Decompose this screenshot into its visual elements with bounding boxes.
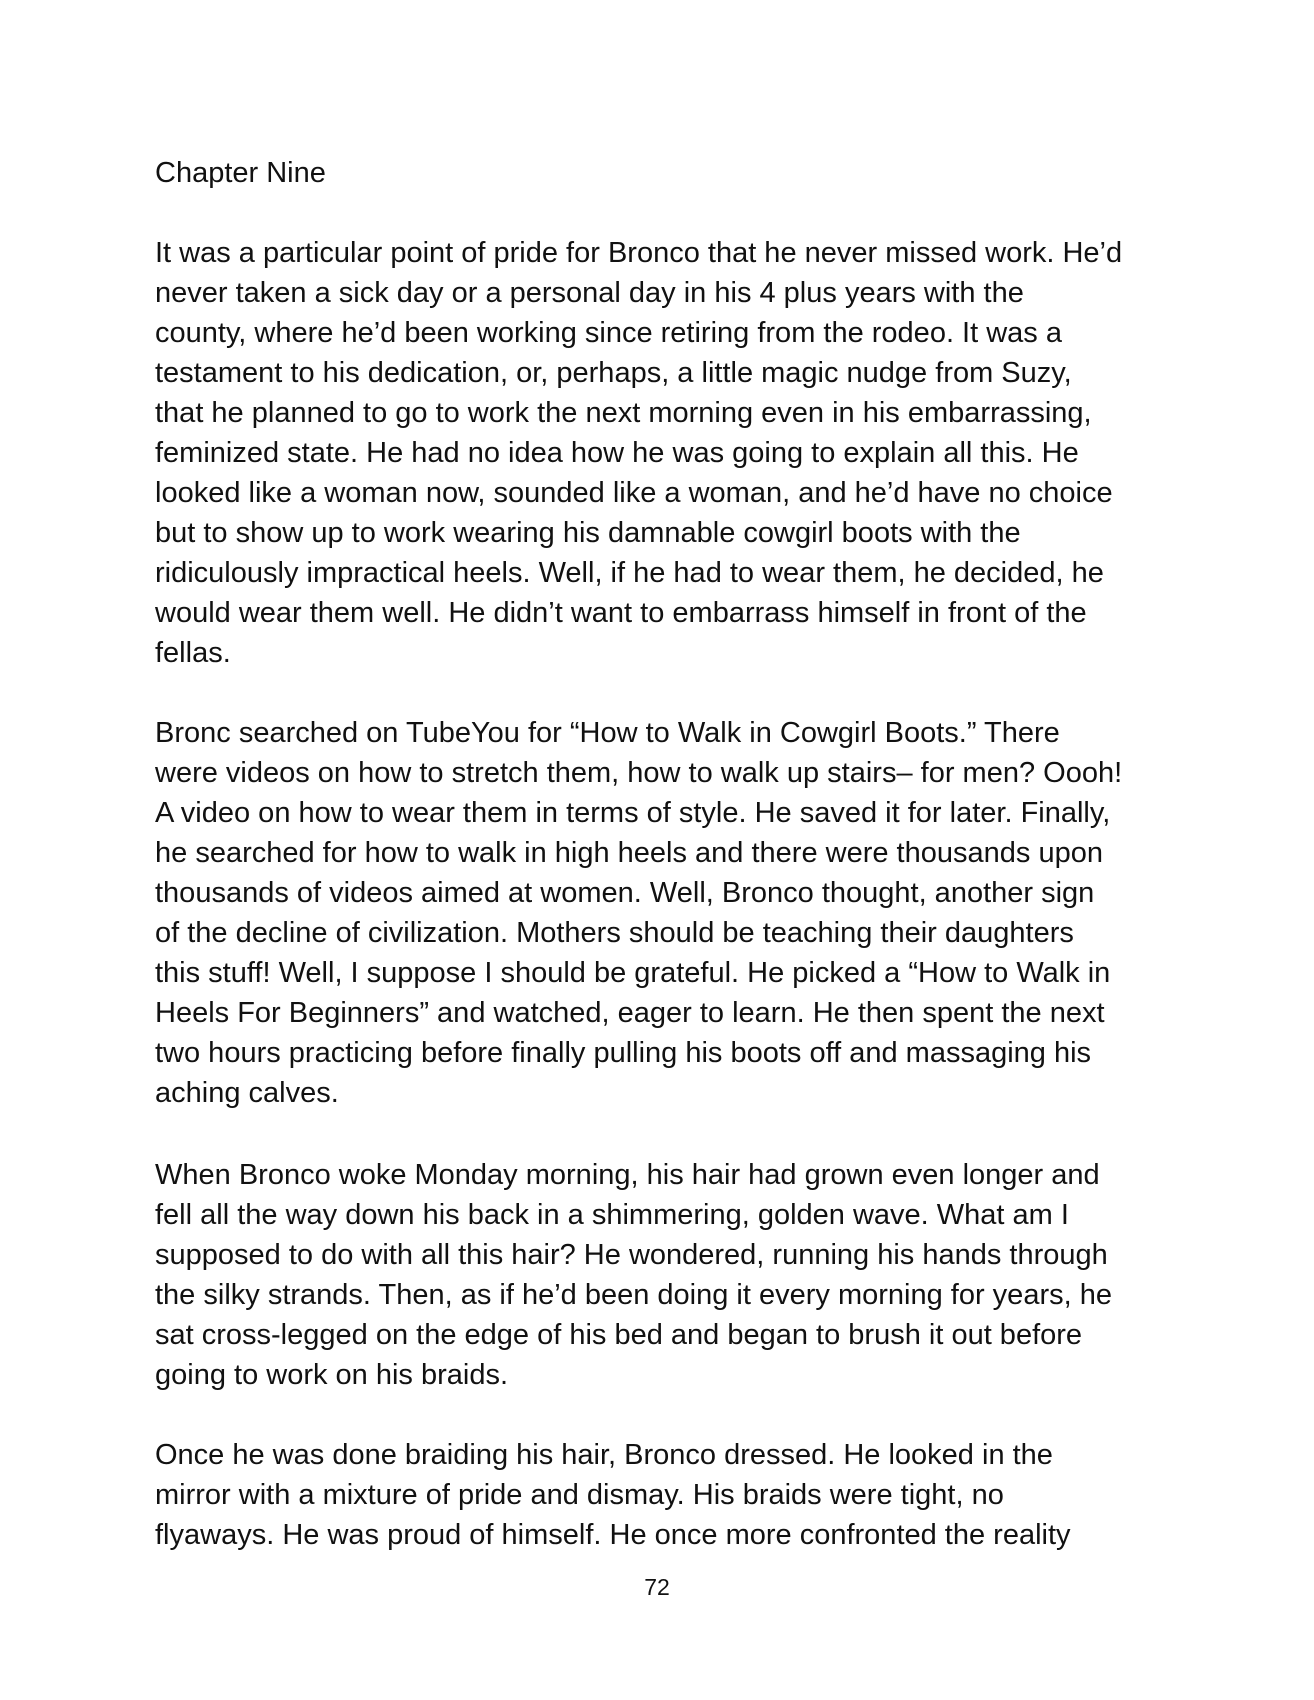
text-line: but to show up to work wearing his damnable cowgirl boots with the <box>155 517 1021 549</box>
text-line: the silky strands. Then, as if he’d been doing it every morning for years, he <box>155 1279 1112 1311</box>
text-line: feminized state. He had no idea how he was going to explain all this. He <box>155 437 1079 469</box>
text-line: thousands of videos aimed at women. Well, Bronco thought, another sign <box>155 877 1095 909</box>
text-line: ridiculously impractical heels. Well, if he had to wear them, he decided, he <box>155 557 1104 589</box>
text-line: aching calves. <box>155 1077 339 1109</box>
text-line: were videos on how to stretch them, how to walk up stairs– for men? Oooh! <box>155 757 1123 789</box>
text-line: fellas. <box>155 637 231 669</box>
paragraph <box>155 1435 1195 1555</box>
text-line: Bronc searched on TubeYou for “How to Walk in Cowgirl Boots.” There <box>155 717 1060 749</box>
text-line: When Bronco woke Monday morning, his hair had grown even longer and <box>155 1159 1100 1191</box>
text-line: Heels For Beginners” and watched, eager to learn. He then spent the next <box>155 997 1105 1029</box>
text-line: Once he was done braiding his hair, Bronco dressed. He looked in the <box>155 1439 1053 1471</box>
text-line: supposed to do with all this hair? He wondered, running his hands through <box>155 1239 1108 1271</box>
text-line: flyaways. He was proud of himself. He once more confronted the reality <box>155 1519 1071 1551</box>
text-line: It was a particular point of pride for Bronco that he never missed work. He’d <box>155 237 1123 269</box>
text-line: he searched for how to walk in high heels and there were thousands upon <box>155 837 1103 869</box>
text-line: that he planned to go to work the next morning even in his embarrassing, <box>155 397 1092 429</box>
text-line: of the decline of civilization. Mothers should be teaching their daughters <box>155 917 1074 949</box>
text-line: going to work on his braids. <box>155 1359 509 1391</box>
text-line: A video on how to wear them in terms of style. He saved it for later. Finally, <box>155 797 1111 829</box>
text-line: two hours practicing before finally pulling his boots off and massaging his <box>155 1037 1092 1069</box>
text-line: sat cross-legged on the edge of his bed and began to brush it out before <box>155 1319 1083 1351</box>
paragraph <box>155 713 1195 1113</box>
text-line: county, where he’d been working since retiring from the rodeo. It was a <box>155 317 1062 349</box>
text-line: testament to his dedication, or, perhaps, a little magic nudge from Suzy, <box>155 357 1072 389</box>
text-line: looked like a woman now, sounded like a woman, and he’d have no choice <box>155 477 1113 509</box>
text-line: would wear them well. He didn’t want to embarrass himself in front of the <box>155 597 1087 629</box>
paragraph <box>155 233 1195 673</box>
text-line: fell all the way down his back in a shimmering, golden wave. What am I <box>155 1199 1069 1231</box>
chapter-title: Chapter Nine <box>155 157 326 189</box>
page-number: 72 <box>644 1574 670 1600</box>
text-line: this stuff! Well, I suppose I should be grateful. He picked a “How to Walk in <box>155 957 1111 989</box>
text-line: mirror with a mixture of pride and dismay. His braids were tight, no <box>155 1479 1004 1511</box>
text-line: never taken a sick day or a personal day in his 4 plus years with the <box>155 277 1024 309</box>
paragraph <box>155 1155 1195 1395</box>
